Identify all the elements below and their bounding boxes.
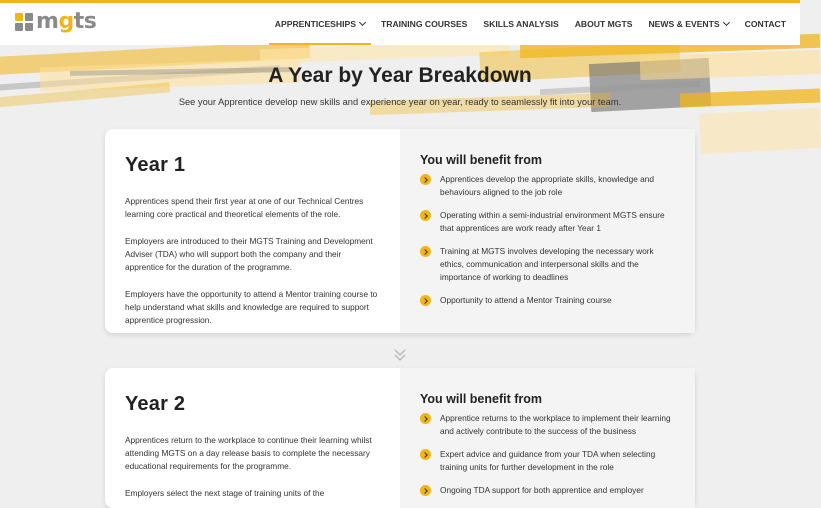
- year-paragraph: Apprentices return to the workplace to continue their learning whilst attending MGTS on a day release basis to complete the necessary educational requirements for the programme.: [125, 435, 372, 471]
- year-1-description: [105, 129, 400, 333]
- chevron-right-bullet-icon: [420, 413, 431, 424]
- benefit-item: Operating within a semi-industrial environment MGTS ensure that apprentices are work ready after Year 1: [420, 209, 675, 235]
- year-paragraph: Employers have the opportunity to attend a Mentor training course to help understand what skills and knowledge are required to support apprentice progression.: [125, 289, 378, 325]
- nav-news-events[interactable]: NEWS & EVENTS: [648, 3, 728, 45]
- logo-wordmark: mgts: [36, 9, 97, 34]
- double-chevron-down-icon: [394, 348, 406, 362]
- benefit-item: Apprentices develop the appropriate skills, knowledge and behaviours aligned to the job role: [420, 173, 675, 199]
- chevron-down-icon: [723, 19, 730, 26]
- benefit-item: Apprentice returns to the workplace to implement their learning and actively contribute to the success of the business: [420, 412, 675, 438]
- chevron-down-icon: [359, 19, 366, 26]
- nav-contact[interactable]: CONTACT: [744, 19, 786, 29]
- mgts-logo[interactable]: [15, 11, 96, 33]
- chevron-right-bullet-icon: [420, 246, 431, 257]
- chevron-right-bullet-icon: [420, 210, 431, 221]
- nav-about-mgts[interactable]: ABOUT MGTS: [574, 19, 633, 29]
- benefit-item: Training at MGTS involves developing the necessary work ethics, communication and interpersonal skills and the importance of working to deadlines: [420, 245, 675, 284]
- benefits-heading: You will benefit from: [420, 153, 542, 167]
- page-title: A Year by Year Breakdown: [268, 64, 532, 87]
- year-2-card: [105, 368, 695, 508]
- nav-training-courses[interactable]: TRAINING COURSES: [380, 19, 468, 29]
- year-paragraph: Employers select the next stage of training units of the: [125, 488, 325, 498]
- year-title: Year 1: [125, 154, 186, 176]
- nav-skills-analysis[interactable]: SKILLS ANALYSIS: [483, 19, 559, 29]
- chevron-right-bullet-icon: [420, 485, 431, 496]
- logo-mark-icon: [15, 13, 33, 31]
- main-nav: [259, 3, 786, 45]
- chevron-right-bullet-icon: [420, 174, 431, 185]
- benefit-item: Ongoing TDA support for both apprentice and employer: [420, 484, 675, 497]
- year-2-benefits: [400, 368, 695, 508]
- nav-apprenticeships[interactable]: APPRENTICESHIPS: [275, 3, 365, 45]
- year-paragraph: Employers are introduced to their MGTS Training and Development Adviser (TDA) who will support both the company and their apprentice for the duration of the programme.: [125, 236, 373, 272]
- chevron-right-bullet-icon: [420, 295, 431, 306]
- site-header: [0, 3, 800, 45]
- year-paragraph: Apprentices spend their first year at one of our Technical Centres learning core practical and theoretical elements of the role.: [125, 196, 364, 219]
- year-2-description: [105, 368, 400, 508]
- year-title: Year 2: [125, 393, 186, 415]
- benefit-item: Expert advice and guidance from your TDA when selecting training units for further development in the role: [420, 448, 675, 474]
- benefit-item: Opportunity to attend a Mentor Training course: [420, 294, 675, 307]
- chevron-right-bullet-icon: [420, 449, 431, 460]
- page-subtitle: See your Apprentice develop new skills and experience year on year, ready to seamlessly fit into your team.: [178, 97, 622, 107]
- year-1-benefits: [400, 129, 695, 333]
- benefits-heading: You will benefit from: [420, 392, 542, 406]
- year-1-card: [105, 129, 695, 333]
